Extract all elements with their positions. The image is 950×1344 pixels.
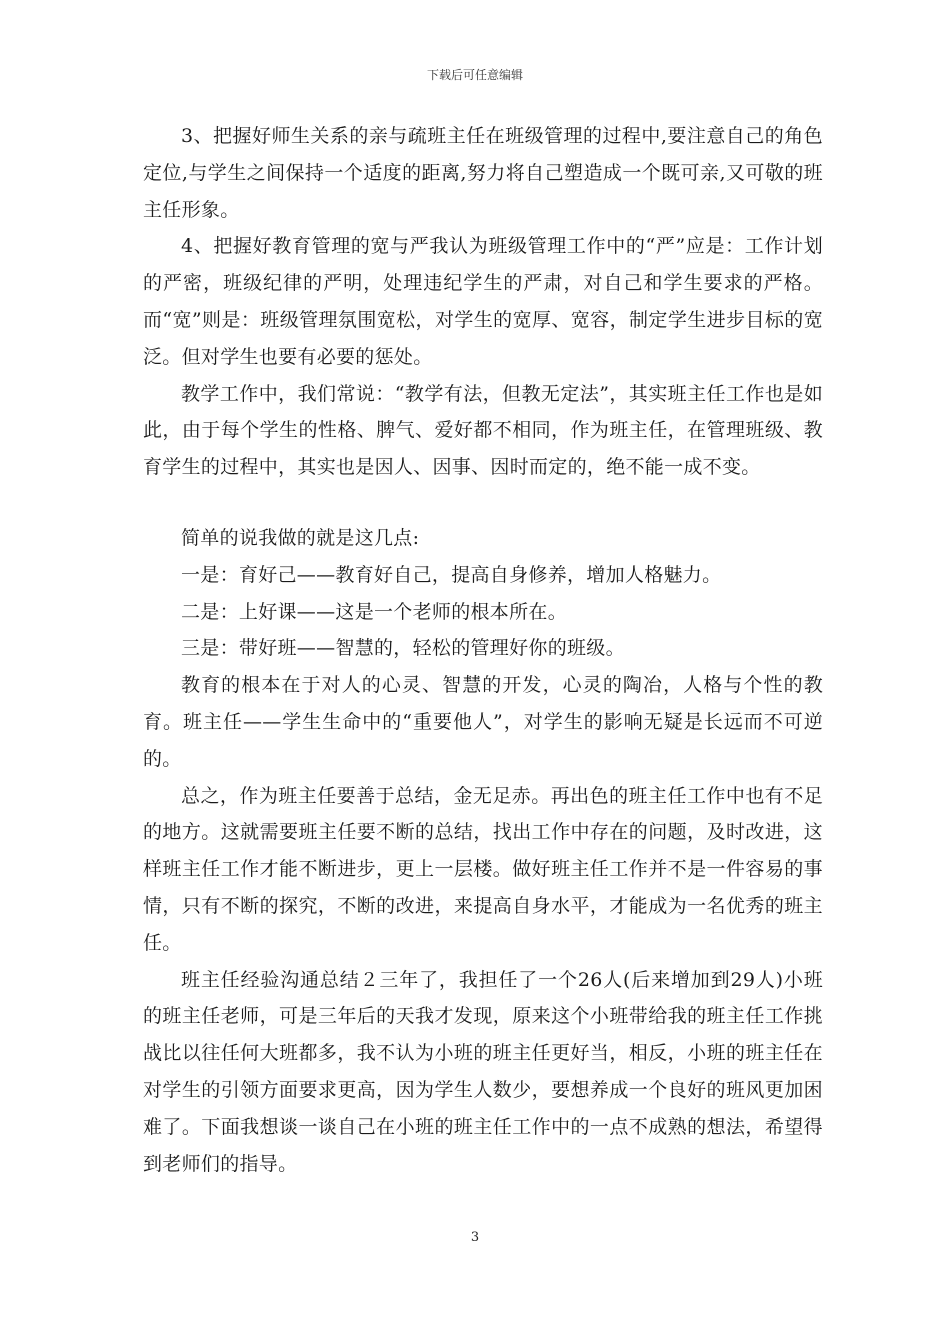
list-item-third-point: 三是：带好班——智慧的，轻松的管理好你的班级。 (181, 637, 625, 660)
list-item-first-point: 一是：育好己——教育好自己，提高自身修养，增加人格魅力。 (181, 563, 722, 586)
paragraph-conclusion: 总之，作为班主任要善于总结，金无足赤。再出色的班主任工作中也有不足的地方。这就需要班主任要不断的总结，找出工作中存在的问题，及时改进，这样班主任工作才能不断进步，更上一层楼。做好班主任工作并不是一件容易的事情，只有不断的探究，不断的改进，来提高自身水平，才能成为一名优秀的班主任。 (143, 784, 823, 954)
list-item-second-point: 二是：上好课——这是一个老师的根本所在。 (181, 600, 568, 623)
page-number: 3 (470, 1230, 480, 1245)
paragraph-small-class-experience: 班主任经验沟通总结２三年了，我担任了一个26人(后来增加到29人)小班的班主任老师，可是三年后的天我才发现，原来这个小班带给我的班主任工作挑战比以往任何大班都多，我不认为小班的班主任更好当，相反，小班的班主任在对学生的引领方面要求更高，因为学生人数少，要想养成一个良好的班风更加困难了。下面我想谈一谈自己在小班的班主任工作中的一点不成熟的想法，希望得到老师们的指导。 (143, 968, 823, 1175)
page-header: 下载后可任意编辑 (426, 68, 523, 82)
paragraph-teacher-student-relationship: 3、把握好师生关系的亲与疏班主任在班级管理的过程中,要注意自己的角色定位,与学生之间保持一个适度的距离,努力将自己塑造成一个既可亲,又可敬的班主任形象。 (143, 125, 823, 221)
paragraph-essence-of-education: 教育的根本在于对人的心灵、智慧的开发，心灵的陶冶，人格与个性的教育。班主任——学生生命中的“重要他人”，对学生的影响无疑是长远而不可逆的。 (143, 674, 823, 770)
paragraph-lenient-and-strict: 4、把握好教育管理的宽与严我认为班级管理工作中的“严”应是：工作计划的严密，班级纪律的严明，处理违纪学生的严肃，对自己和学生要求的严格。而“宽”则是：班级管理氛围宽松，对学生的宽厚、宽容，制定学生进步目标的宽泛。但对学生也要有必要的惩处。 (143, 235, 823, 368)
paragraph-no-fixed-method: 教学工作中，我们常说：“教学有法，但教无定法”，其实班主任工作也是如此，由于每个学生的性格、脾气、爱好都不相同，作为班主任，在管理班级、教育学生的过程中，其实也是因人、因事、因时而定的，绝不能一成不变。 (143, 382, 823, 479)
paragraph-summary-intro: 简单的说我做的就是这几点: (181, 526, 420, 549)
paragraph-spacer (143, 486, 823, 520)
document-body (143, 118, 823, 1182)
